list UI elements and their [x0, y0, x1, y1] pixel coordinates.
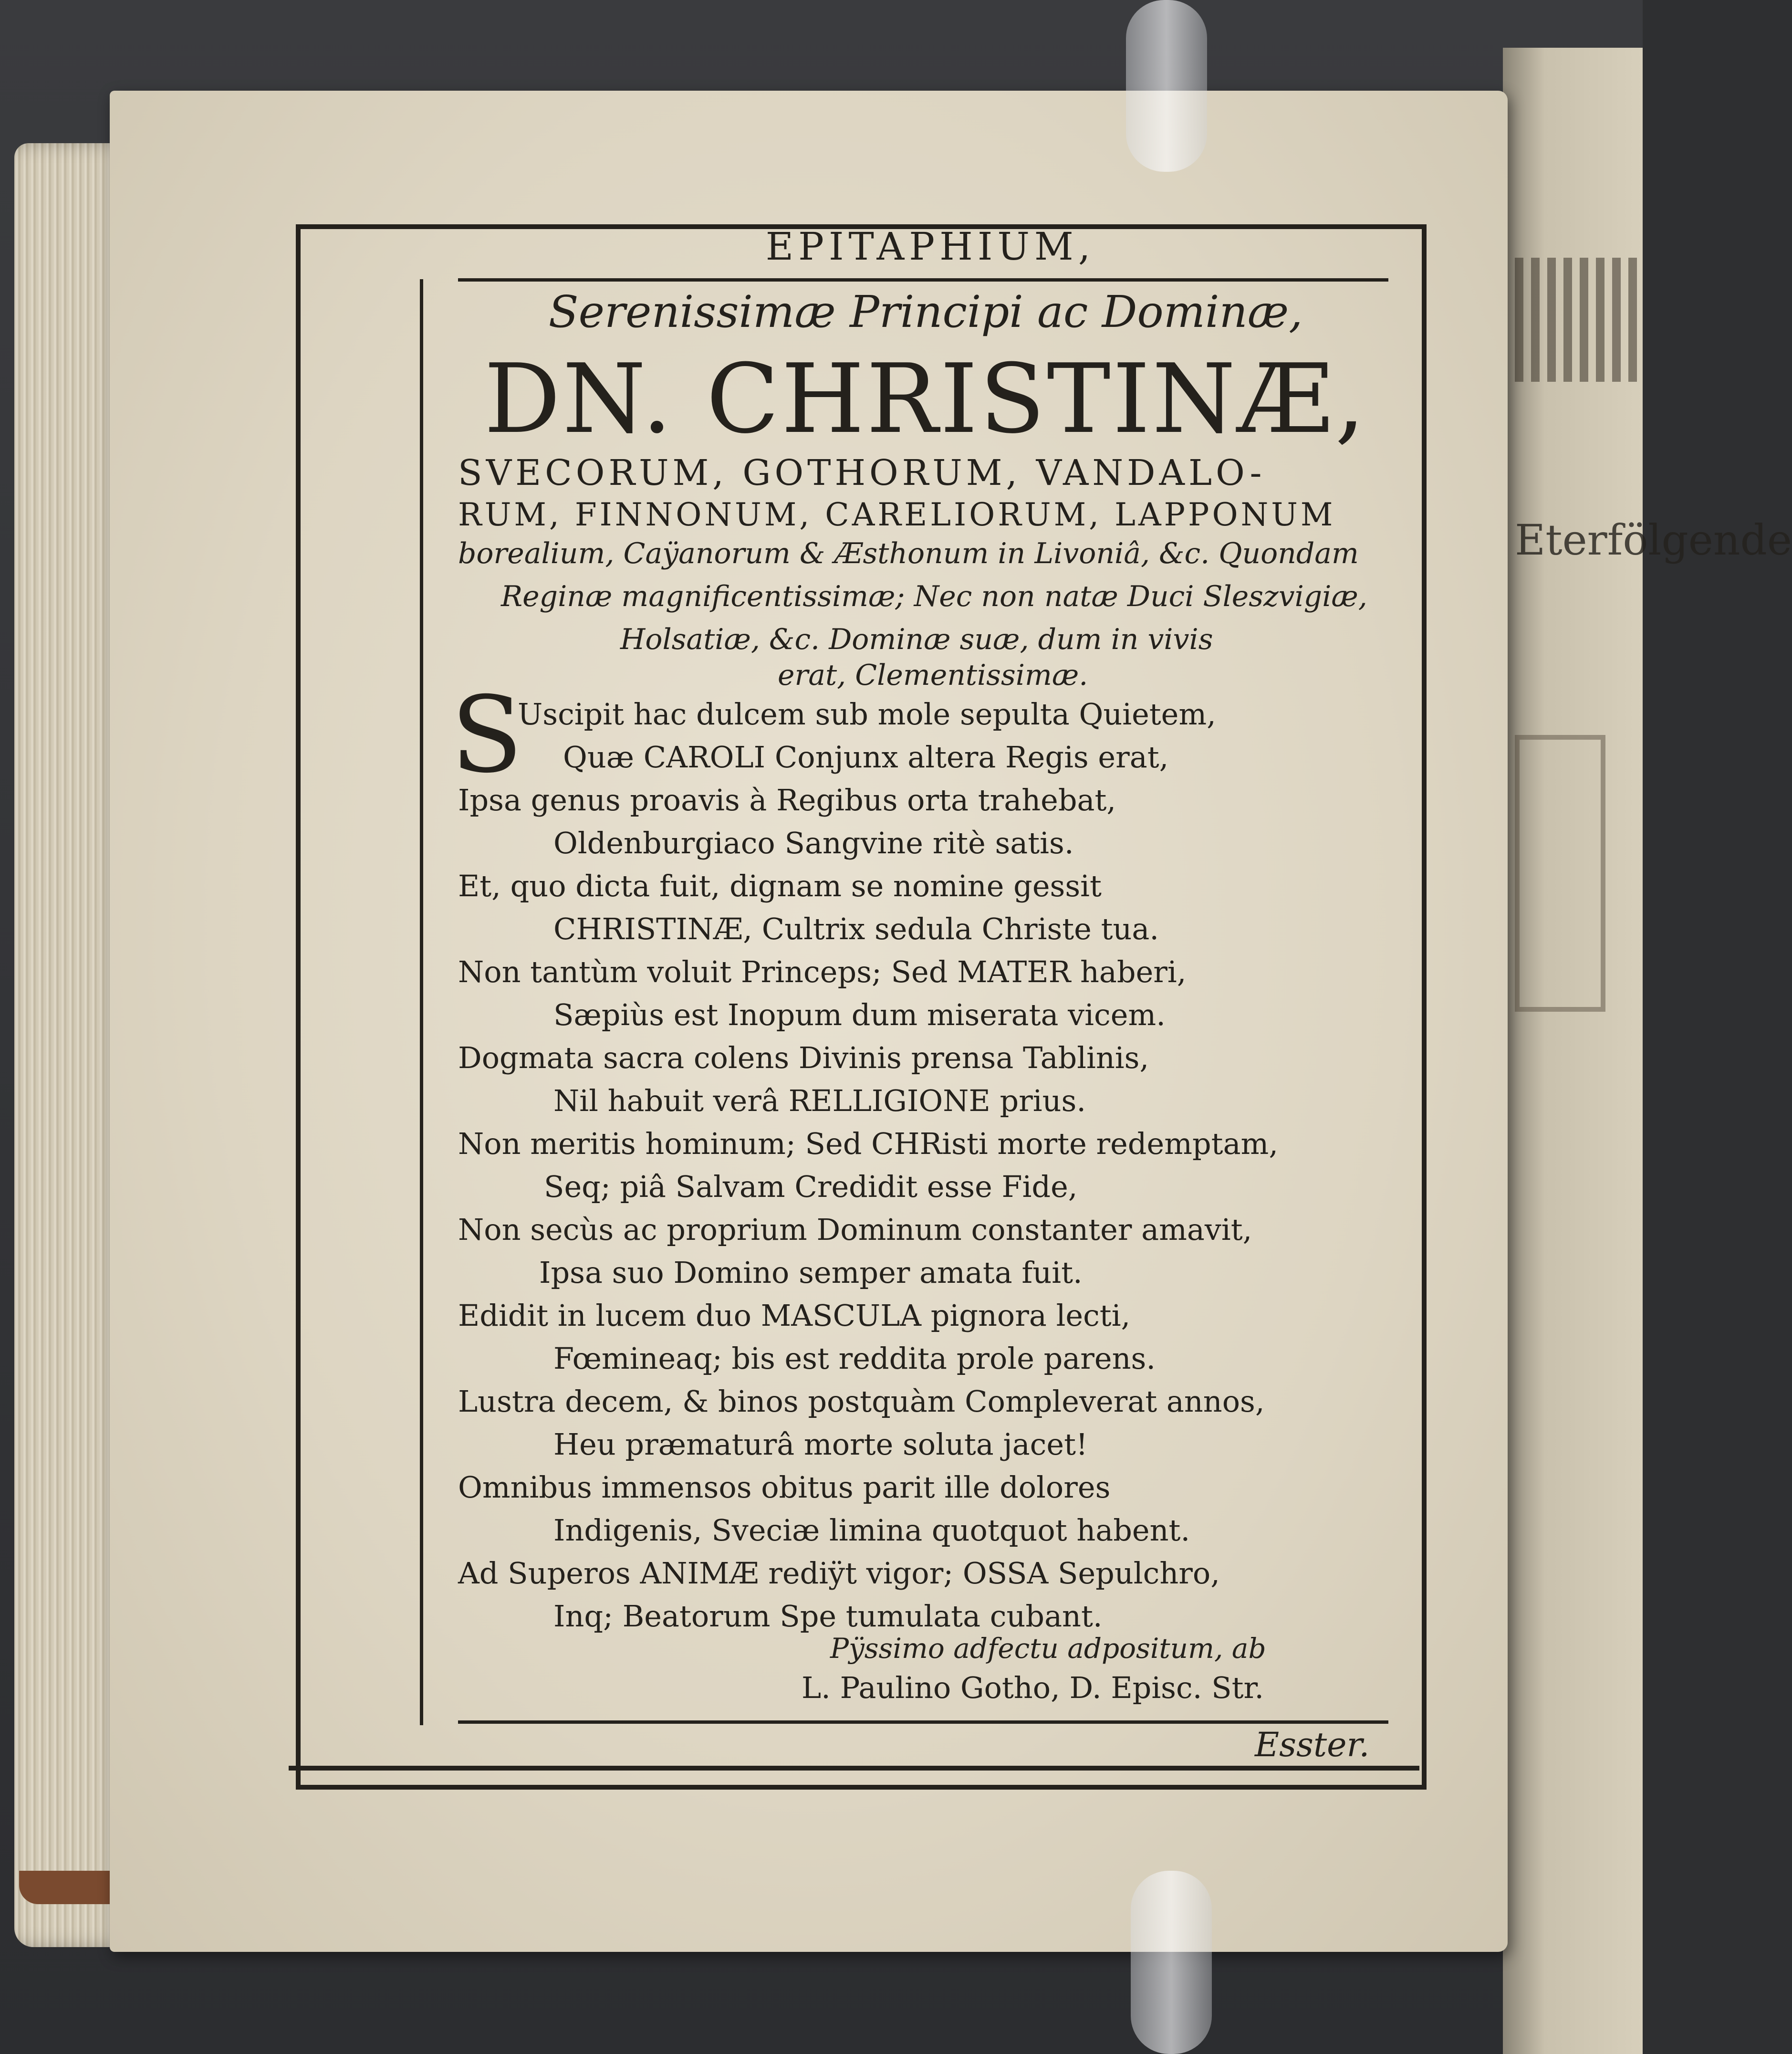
facing-page-decorated-initial [1515, 735, 1605, 1012]
bottom-rule [458, 1720, 1388, 1724]
titles-line-1: SVECORUM, GOTHORUM, VANDALO- [458, 452, 1266, 493]
title-rule [458, 278, 1388, 282]
facing-page-heading: Eterfölgende [1515, 515, 1792, 565]
plastic-page-clip-top [1126, 0, 1207, 172]
verse-line: Non meritis hominum; Sed CHRisti morte redemptam, [458, 1126, 1279, 1161]
dedication-line: erat, Clementissimæ. [778, 659, 1088, 692]
verse-line: Non secùs ac proprium Dominum constanter amavit, [458, 1212, 1252, 1247]
verse-line: Heu præmaturâ morte soluta jacet! [553, 1427, 1088, 1462]
verse-line: Uscipit hac dulcem sub mole sepulta Quietem, [518, 697, 1216, 732]
verse-line: Quæ CAROLI Conjunx altera Regis erat, [563, 740, 1169, 775]
dedication-line: borealium, Caÿanorum & Æsthonum in Livoniâ, &c. Quondam [458, 537, 1359, 570]
drop-cap-initial: S [451, 674, 523, 796]
epitaph-name: DN. CHRISTINÆ, [484, 344, 1367, 455]
titles-line-2: RUM, FINNONUM, CARELIORUM, LAPPONUM [458, 496, 1336, 533]
verse-line: Ipsa suo Domino semper amata fuit. [539, 1255, 1083, 1290]
verse-line: Inq; Beatorum Spe tumulata cubant. [553, 1599, 1103, 1634]
verse-line: Edidit in lucem duo MASCULA pignora lecti, [458, 1298, 1131, 1333]
catchword: Esster. [1255, 1725, 1370, 1764]
signature-author: L. Paulino Gotho, D. Episc. Str. [802, 1670, 1264, 1705]
verse-line: Fœmineaq; bis est reddita prole parens. [553, 1341, 1156, 1376]
verse-line: Omnibus immensos obitus parit ille dolores [458, 1470, 1111, 1505]
verse-line: Lustra decem, & binos postquàm Compleverat annos, [458, 1384, 1265, 1419]
verse-line: Seq; piâ Salvam Credidit esse Fide, [544, 1169, 1078, 1204]
epitaph-heading: EPITAPHIUM, [765, 224, 1095, 269]
verse-line: Indigenis, Sveciæ limina quotquot habent. [553, 1513, 1190, 1548]
verse-line: Et, quo dicta fuit, dignam se nomine gessit [458, 869, 1102, 903]
verse-line: Dogmata sacra colens Divinis prensa Tablinis, [458, 1040, 1149, 1075]
verse-line: Non tantùm voluit Princeps; Sed MATER haberi, [458, 954, 1187, 989]
verse-line: Oldenburgiaco Sangvine ritè satis. [553, 826, 1074, 860]
signature-dedication: Pÿssimo adfectu adpositum, ab [830, 1632, 1266, 1665]
dedication-line: Reginæ magnificentissimæ; Nec non natæ Duci Sleszvigiæ, [501, 580, 1367, 613]
plastic-page-clip-bottom [1131, 1871, 1212, 2054]
page-bottom-rule [289, 1766, 1419, 1771]
inner-left-rule [420, 279, 423, 1725]
verse-line: Sæpiùs est Inopum dum miserata vicem. [553, 997, 1166, 1032]
dedication-line: Holsatiæ, &c. Dominæ suæ, dum in vivis [620, 623, 1213, 656]
verse-line: Ad Superos ANIMÆ rediÿt vigor; OSSA Sepulchro, [458, 1556, 1220, 1591]
facing-page-ornament [1515, 258, 1639, 382]
verse-line: Nil habuit verâ RELLIGIONE prius. [553, 1083, 1086, 1118]
verse-line: Ipsa genus proavis à Regibus orta trahebat, [458, 783, 1116, 817]
epitaph-subheading: Serenissimæ Principi ac Dominæ, [548, 286, 1303, 337]
verse-line: CHRISTINÆ, Cultrix sedula Christe tua. [553, 912, 1159, 946]
